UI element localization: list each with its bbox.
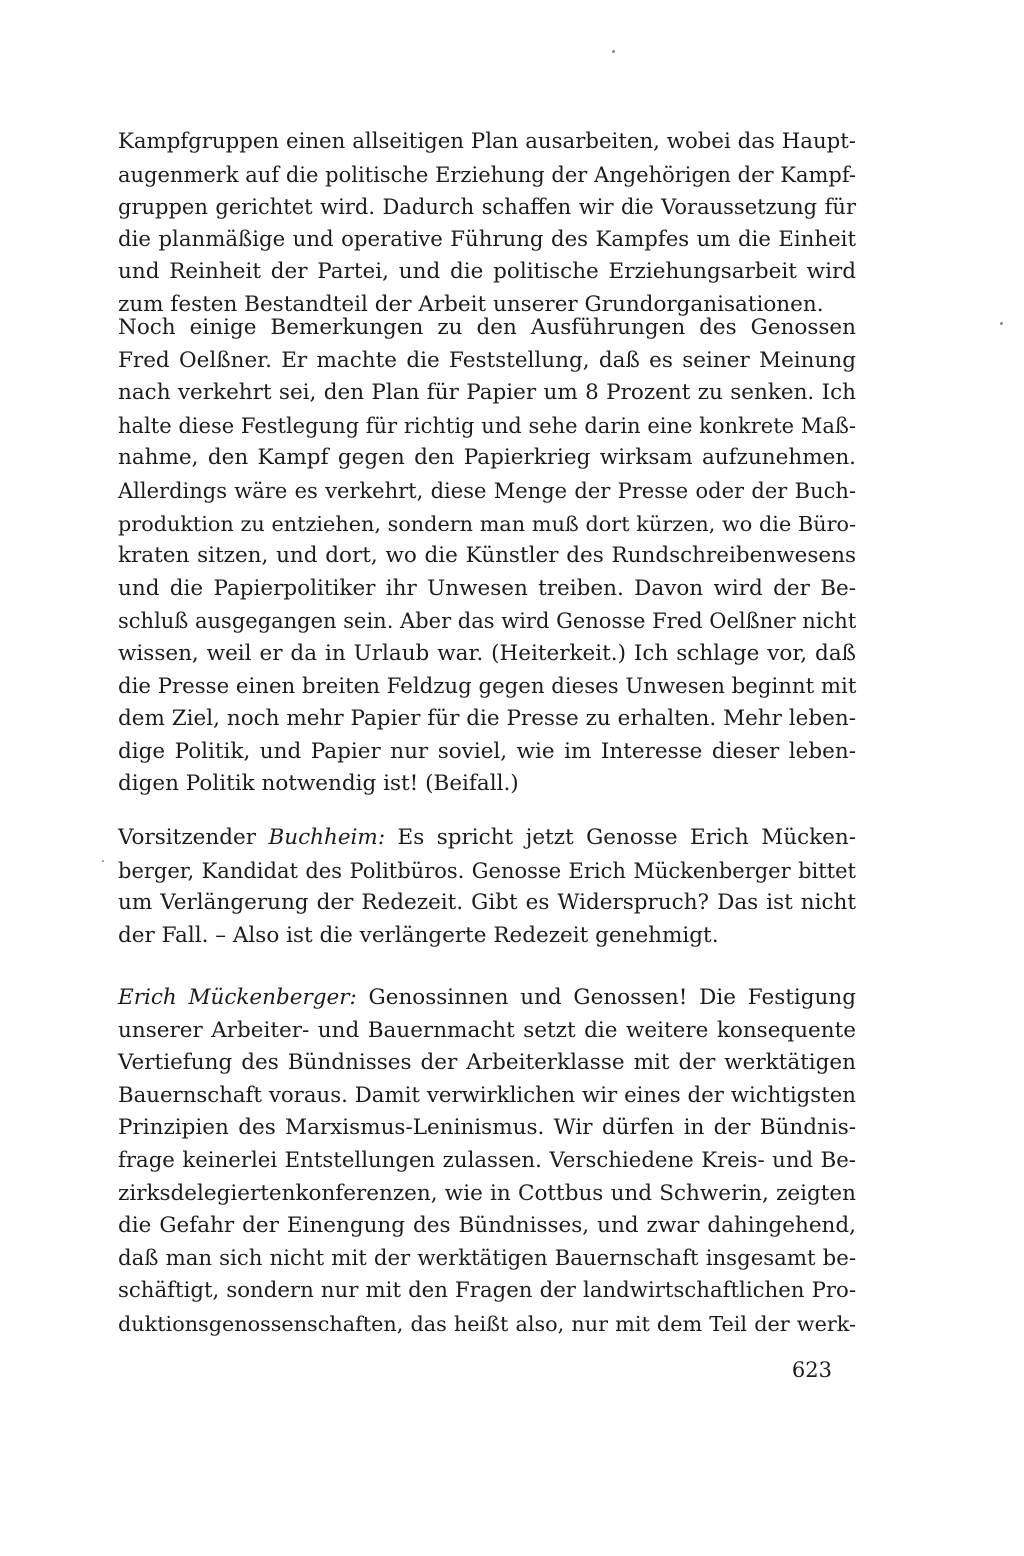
text-line: unserer Arbeiter- und Bauernmacht setzt die weitere konsequente <box>118 1017 856 1043</box>
text-line: schluß ausgegangen sein. Aber das wird Genosse Fred Oelßner nicht <box>118 609 857 634</box>
speaker-paragraph <box>118 982 856 1341</box>
speaker-paragraph <box>118 822 856 952</box>
text-line: kraten sitzen, und dort, wo die Künstler des Rundschreibenwesens <box>118 543 856 569</box>
text-line: produktion zu entziehen, sondern man muß dort kürzen, wo die Büro- <box>118 511 856 536</box>
text-line: zirksdelegiertenkonferenzen, wie in Cottbus und Schwerin, zeigten <box>118 1180 856 1206</box>
text-line: Prinzipien des Marxismus-Leninismus. Wir dürfen in der Bündnis- <box>118 1115 856 1141</box>
text-line: schäftigt, sondern nur mit den Fragen der landwirtschaftlichen Pro- <box>118 1278 856 1304</box>
paragraph-continuation <box>118 126 856 322</box>
text-line: duktionsgenossenschaften, das heißt also, nur mit dem Teil der werk- <box>118 1311 856 1336</box>
text-line: digen Politik notwendig ist! (Beifall.) <box>118 771 519 797</box>
text-line: um Verlängerung der Redezeit. Gibt es Widerspruch? Das ist nicht <box>118 890 856 916</box>
text-line: die Presse einen breiten Feldzug gegen dieses Unwesen beginnt mit <box>118 673 857 699</box>
text-line: und Reinheit der Partei, und die politische Erziehungsarbeit wird <box>118 259 856 285</box>
paper-speck <box>612 50 615 53</box>
text-line: Allerdings wäre es verkehrt, diese Menge der Presse oder der Buch- <box>118 478 856 503</box>
text-line: der Fall. – Also ist die verlängerte Redezeit genehmigt. <box>118 922 719 948</box>
text-line: wissen, weil er da in Urlaub war. (Heiterkeit.) Ich schlage vor, daß <box>118 640 856 666</box>
text-line: nach verkehrt sei, den Plan für Papier um 8 Prozent zu senken. Ich <box>118 380 856 406</box>
text-line: und die Papierpolitiker ihr Unwesen treiben. Davon wird der Be- <box>118 575 856 601</box>
text-line: berger, Kandidat des Politbüros. Genosse Erich Mückenberger bittet <box>118 858 856 883</box>
page-number: 623 <box>791 1358 832 1382</box>
text-line: gruppen gerichtet wird. Dadurch schaffen wir die Voraussetzung für <box>118 195 856 220</box>
text-run: Es spricht jetzt Genosse Erich Mücken- <box>385 825 856 850</box>
paper-speck <box>1000 322 1003 325</box>
text-line: frage keinerlei Entstellungen zulassen. Verschiedene Kreis- und Be- <box>118 1147 856 1173</box>
text-run: Genossinnen und Genossen! Die Festigung <box>356 985 856 1010</box>
text-line: Fred Oelßner. Er machte die Feststellung, daß es seiner Meinung <box>118 347 856 373</box>
text-line <box>118 982 856 1015</box>
text-line: Bauernschaft voraus. Damit verwirklichen wir eines der wichtigsten <box>118 1082 856 1108</box>
text-line: die Gefahr der Einengung des Bündnisses, und zwar dahingehend, <box>118 1213 856 1239</box>
text-line: nahme, den Kampf gegen den Papierkrieg wirksam aufzunehmen. <box>118 445 856 471</box>
speaker-name: Buchheim: <box>268 825 386 850</box>
text-line: zum festen Bestandteil der Arbeit unserer Grundorganisationen. <box>118 291 824 317</box>
paper-speck <box>102 860 104 862</box>
text-line <box>118 822 856 855</box>
text-line: die planmäßige und operative Führung des Kampfes um die Einheit <box>118 226 856 252</box>
text-line: Kampfgruppen einen allseitigen Plan ausarbeiten, wobei das Haupt- <box>118 129 856 154</box>
speaker-name: Erich Mückenberger: <box>118 985 357 1010</box>
speaker-prefix: Vorsitzender <box>118 825 269 850</box>
text-line: dige Politik, und Papier nur soviel, wie im Interesse dieser leben- <box>118 738 856 764</box>
text-line: augenmerk auf die politische Erziehung der Angehörigen der Kampf- <box>118 162 856 187</box>
text-line: daß man sich nicht mit der werktätigen Bauernschaft insgesamt be- <box>118 1245 856 1271</box>
paragraph <box>118 312 856 801</box>
text-line: Noch einige Bemerkungen zu den Ausführungen des Genossen <box>118 315 856 340</box>
text-line: Vertiefung des Bündnisses der Arbeiterklasse mit der werktätigen <box>118 1050 856 1076</box>
text-line: halte diese Festlegung für richtig und sehe darin eine konkrete Maß- <box>118 413 856 438</box>
text-line: dem Ziel, noch mehr Papier für die Presse zu erhalten. Mehr leben- <box>118 706 856 732</box>
